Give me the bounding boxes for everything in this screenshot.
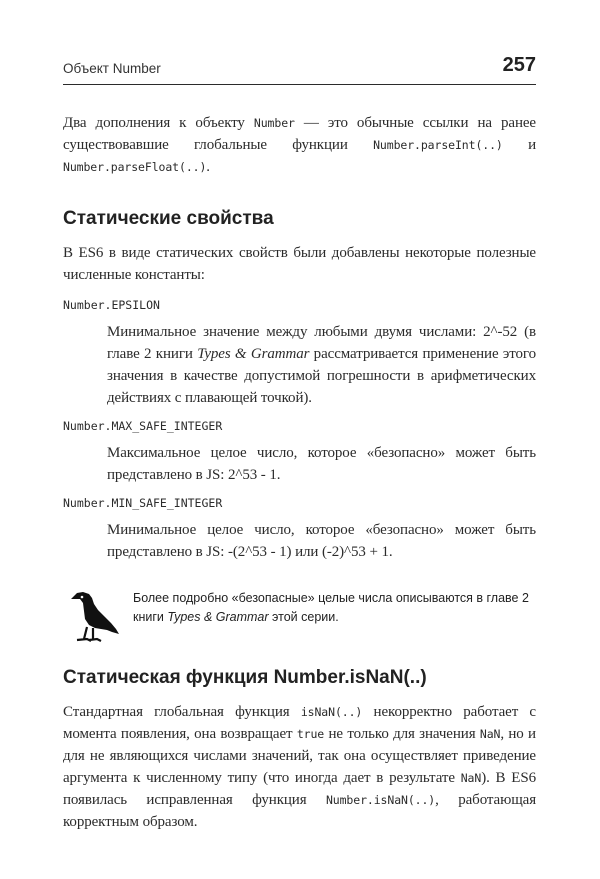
definition-min-safe-integer: Минимальное целое число, которое «безопасно» может быть представлено в JS: -(2^53 - 1) или (-2)^53 + 1.: [107, 522, 536, 560]
code-span: Number: [253, 116, 295, 130]
text-run: — это обычные ссылки на ранее существовавшие глобальные функции: [63, 115, 536, 153]
section-heading-isnan: Статическая функция Number.isNaN(..): [63, 667, 427, 688]
term-max-safe-integer: Number.MAX_SAFE_INTEGER: [63, 419, 223, 433]
code-span: isNaN(..): [300, 705, 363, 719]
section1-intro: В ES6 в виде статических свойств были добавлены некоторые полезные численные константы:: [63, 245, 536, 283]
section-heading-static-properties: Статические свойства: [63, 208, 274, 229]
definition-epsilon: [107, 321, 536, 409]
intro-paragraph: [63, 112, 536, 178]
page-content: [63, 112, 536, 833]
text-run: и: [502, 137, 536, 153]
code-span: Number.isNaN(..): [325, 793, 436, 807]
term-min-safe-integer: Number.MIN_SAFE_INTEGER: [63, 496, 223, 510]
definition-max-safe-integer: Максимальное целое число, которое «безопасно» может быть представлено в JS: 2^53 - 1.: [107, 445, 536, 483]
header-title: Объект Number: [63, 61, 161, 76]
text-run: , работающая корректным образом.: [63, 792, 536, 830]
text-run: Стандартная глобальная функция: [63, 704, 301, 720]
code-span: NaN: [479, 727, 501, 741]
book-title: Types & Grammar: [167, 610, 269, 624]
crow-icon: [63, 585, 121, 647]
section2-paragraph: [63, 701, 536, 833]
text-run: .: [206, 159, 210, 175]
running-header: [63, 48, 536, 85]
text-run: Более подробно «безопасные» целые числа описываются в главе 2 книги: [133, 591, 529, 624]
text-run: , но и для не являющихся числами значений, так она осуществляет приведение аргумента к численному типу (что иногда дает в результате: [63, 726, 536, 786]
text-run: этой серии.: [268, 610, 339, 624]
book-title: Types & Grammar: [197, 346, 310, 362]
code-span: Number.parseFloat(..): [63, 160, 207, 174]
page-number: 257: [502, 54, 536, 76]
code-span: true: [296, 727, 325, 741]
term-epsilon: Number.EPSILON: [63, 298, 160, 312]
text-run: некорректно работает с момента появления, она возвращает: [63, 704, 536, 742]
text-run: ). В ES6 появилась исправленная функция: [63, 770, 536, 808]
code-span: Number.parseInt(..): [373, 138, 503, 152]
text-run: не только для значения: [324, 726, 480, 742]
text-run: Два дополнения к объекту: [63, 115, 254, 131]
text-run: Минимальное значение между любыми двумя числами: 2^-52 (в главе 2 книги: [107, 324, 536, 362]
text-run: рассматривается применение этого значения в качестве допустимой погрешности в арифметических действиях с плавающей точкой).: [107, 346, 536, 406]
note-text: [133, 585, 536, 627]
note-box: [63, 585, 536, 647]
code-span: NaN: [460, 771, 482, 785]
